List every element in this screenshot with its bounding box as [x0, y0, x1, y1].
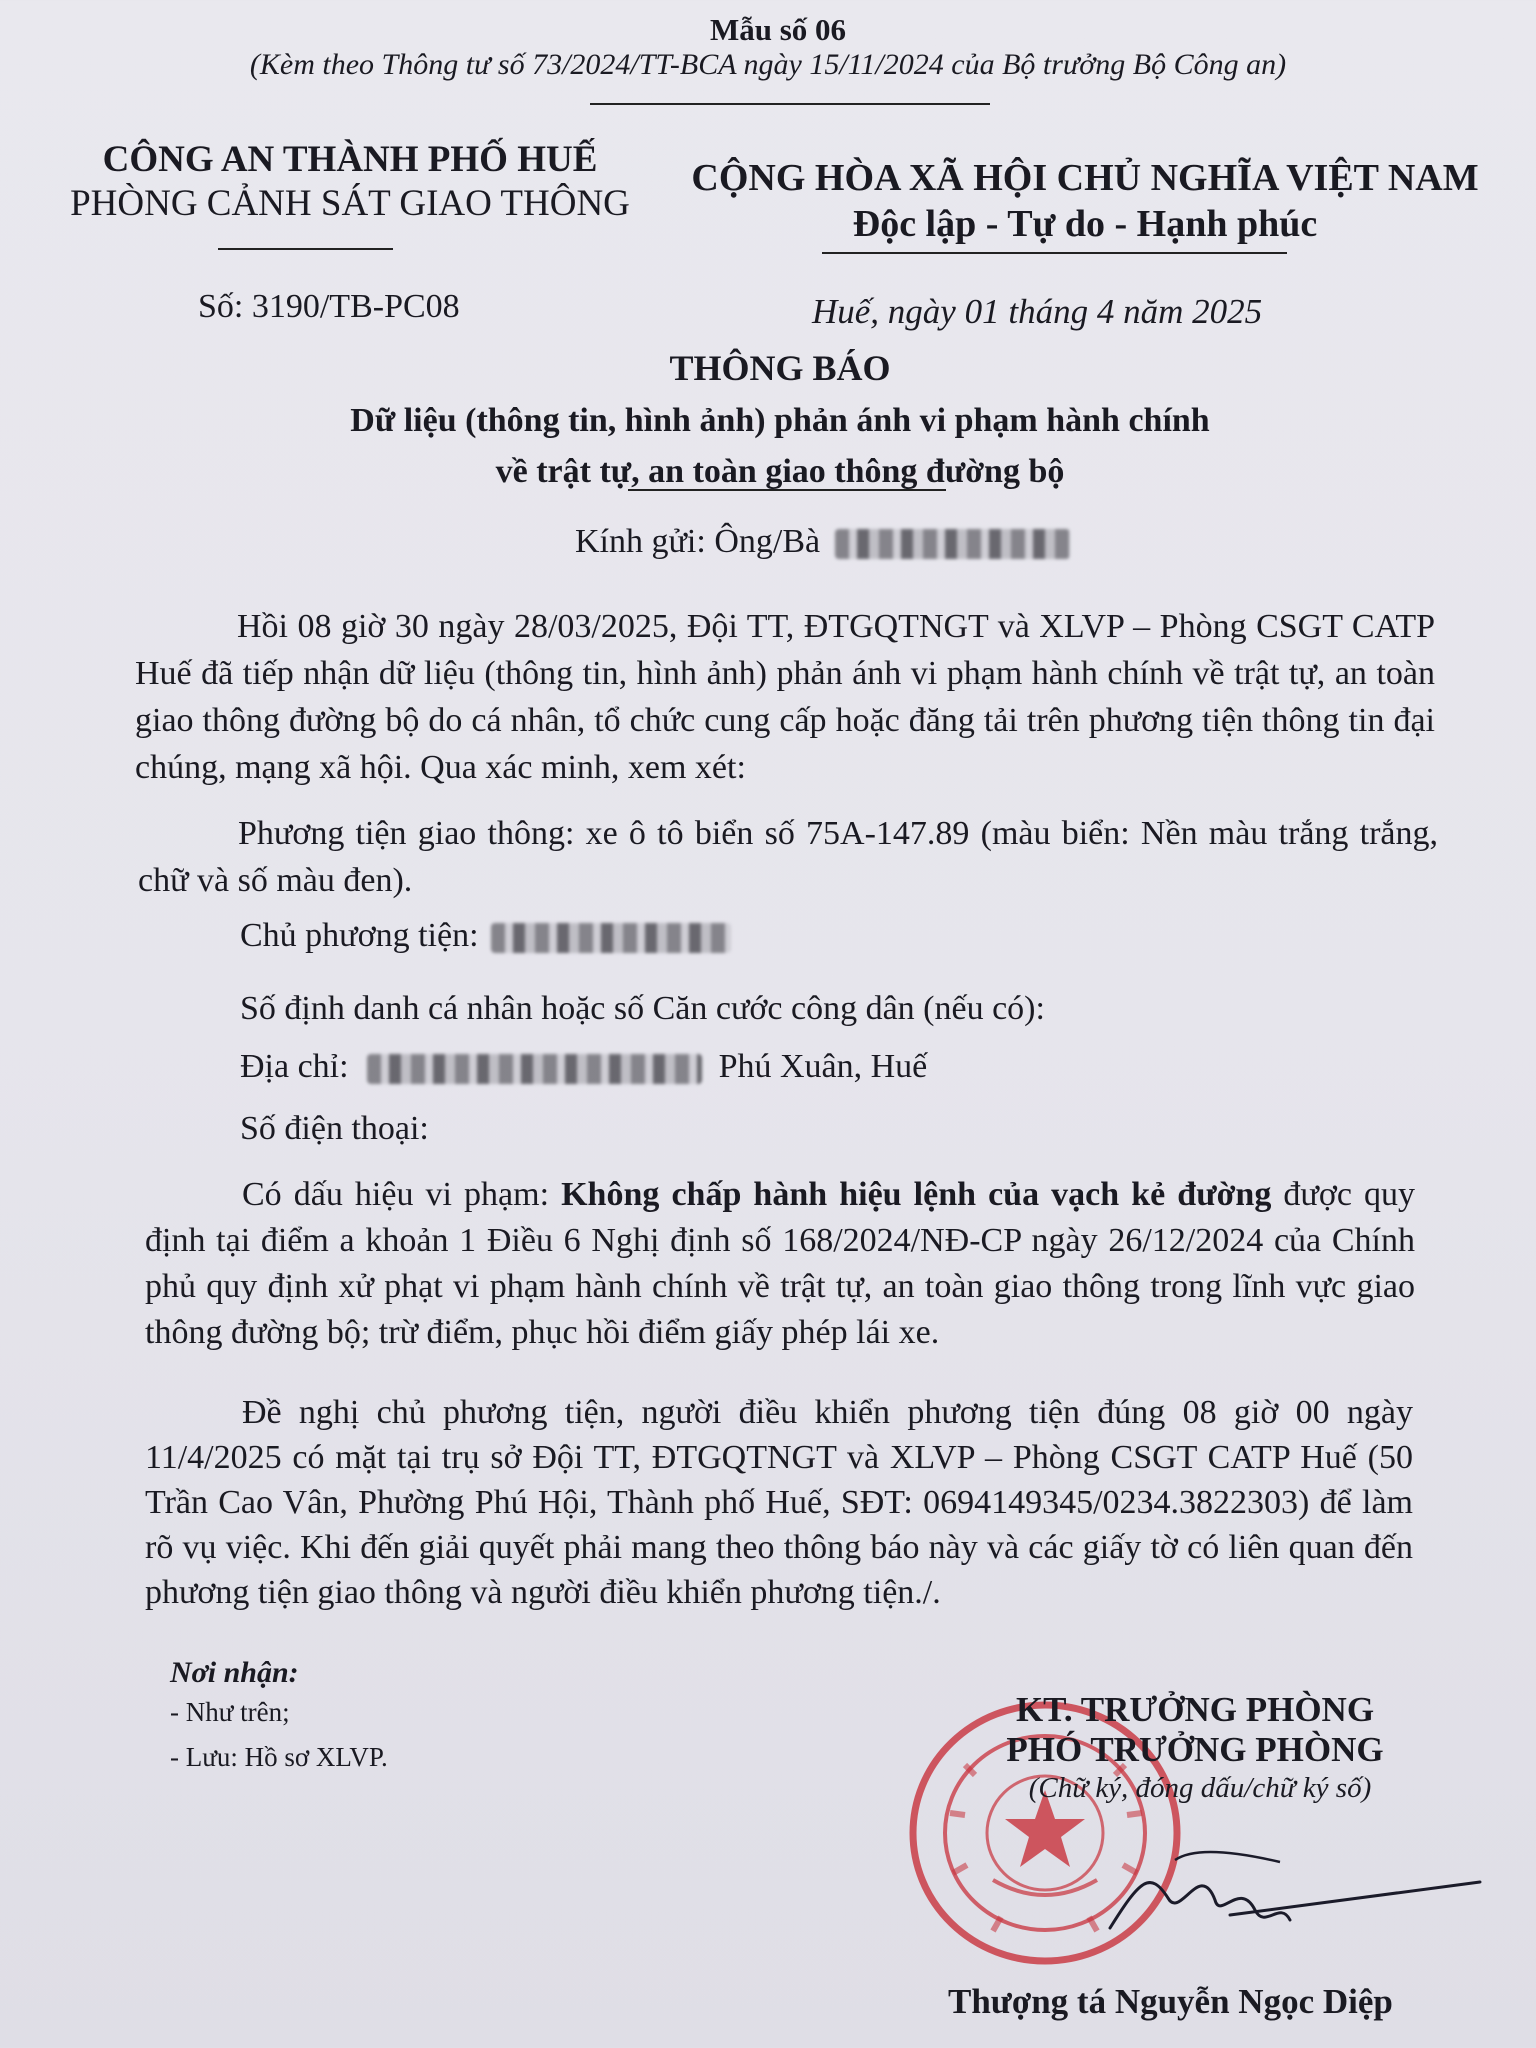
id-line: Số định danh cá nhân hoặc số Căn cước công dân (nếu có):: [240, 990, 1045, 1027]
recipient-label: Kính gửi: Ông/Bà: [575, 523, 821, 560]
paragraph-request: Đề nghị chủ phương tiện, người điều khiển phương tiện đúng 08 giờ 00 ngày 11/4/2025 có mặt tại trụ sở Đội TT, ĐTGQTNGT và XLVP – Phòng CSGT CATP Huế (50 Trần Cao Vân, Phường Phú Hội, Thành phố Huế, SĐT: 0694149345/0234.3822303) để làm rõ vụ việc. Khi đến giải quyết phải mang theo thông báo này và các giấy tờ có liên quan đến phương tiện giao thông và người điều khiển phương tiện./.: [145, 1394, 1413, 1611]
form-reference: (Kèm theo Thông tư số 73/2024/TT-BCA ngày 15/11/2024 của Bộ trưởng Bộ Công an): [249, 48, 1287, 81]
paragraph-vehicle: Phương tiện giao thông: xe ô tô biển số 75A-147.89 (màu biển: Nền màu trắng trắng, chữ và số màu đen).: [138, 815, 1438, 899]
signer-name: Thượng tá Nguyễn Ngọc Diệp: [948, 1982, 1393, 2021]
paragraph-received: Hồi 08 giờ 30 ngày 28/03/2025, Đội TT, ĐTGQTNGT và XLVP – Phòng CSGT CATP Huế đã tiếp nhận dữ liệu (thông tin, hình ảnh) phản ánh vi phạm hành chính về trật tự, an toàn giao thông đường bộ do cá nhân, tổ chức cung cấp hoặc đăng tải trên phương tiện thông tin đại chúng, mạng xã hội. Qua xác minh, xem xét:: [135, 608, 1435, 786]
paragraph-violation: [145, 1172, 1415, 1356]
address-visible: Phú Xuân, Huế: [718, 1048, 928, 1085]
owner-label: Chủ phương tiện:: [240, 917, 479, 954]
owner-line: [240, 917, 731, 955]
receiver-item: - Lưu: Hồ sơ XLVP.: [170, 1742, 388, 1772]
header-divider: [590, 103, 990, 105]
violation-legal-basis: được quy định tại điểm a khoản 1 Điều 6 Nghị định số 168/2024/NĐ-CP ngày 26/12/2024 của Chính phủ quy định xử phạt vi phạm hành chính về trật tự, an toàn giao thông trong lĩnh vực giao thông đường bộ; trừ điểm, phục hồi điểm giấy phép lái xe.: [145, 1176, 1416, 1351]
signature-title: KT. TRƯỞNG PHÒNG: [1015, 1690, 1375, 1729]
address-label: Địa chỉ:: [240, 1048, 349, 1085]
recipient-line: [575, 523, 1070, 561]
notice-subtitle-line2: về trật tự, an toàn giao thông đường bộ: [495, 453, 1065, 490]
motto-underline: [822, 252, 1287, 254]
notice-title: THÔNG BÁO: [669, 348, 891, 388]
agency-department: PHÒNG CẢNH SÁT GIAO THÔNG: [70, 183, 630, 224]
nation-name: CỘNG HÒA XÃ HỘI CHỦ NGHĨA VIỆT NAM: [691, 157, 1479, 199]
violation-name: Không chấp hành hiệu lệnh của vạch kẻ đường: [561, 1176, 1272, 1213]
form-number: Mẫu số 06: [709, 12, 847, 47]
address-line: [240, 1048, 927, 1086]
agency-underline: [218, 248, 393, 250]
notice-subtitle-line1: Dữ liệu (thông tin, hình ảnh) phản ánh vi phạm hành chính: [350, 402, 1210, 439]
document-number: Số: 3190/TB-PC08: [198, 288, 460, 325]
receiver-item: - Như trên;: [170, 1697, 290, 1727]
issuing-agency: [30, 138, 670, 226]
signature-position: PHÓ TRƯỞNG PHÒNG: [1006, 1730, 1384, 1769]
redacted-name: [835, 529, 1070, 559]
phone-line: Số điện thoại:: [240, 1110, 429, 1147]
national-header: [640, 155, 1530, 247]
receivers-title: Nơi nhận:: [170, 1656, 299, 1689]
redacted-owner: [491, 923, 731, 953]
signature-note: (Chữ ký, đóng dấu/chữ ký số): [1028, 1772, 1372, 1804]
nation-motto: Độc lập - Tự do - Hạnh phúc: [852, 203, 1318, 245]
agency-name: CÔNG AN THÀNH PHỐ HUẾ: [102, 139, 598, 180]
title-underline: [628, 489, 946, 491]
place-date: Huế, ngày 01 tháng 4 năm 2025: [812, 292, 1263, 331]
violation-lead: Có dấu hiệu vi phạm:: [242, 1176, 562, 1213]
notice-subtitle: [0, 395, 1536, 497]
signature-block: [975, 1690, 1415, 1770]
redacted-address: [367, 1054, 702, 1084]
handwritten-signature: [1080, 1840, 1500, 1970]
